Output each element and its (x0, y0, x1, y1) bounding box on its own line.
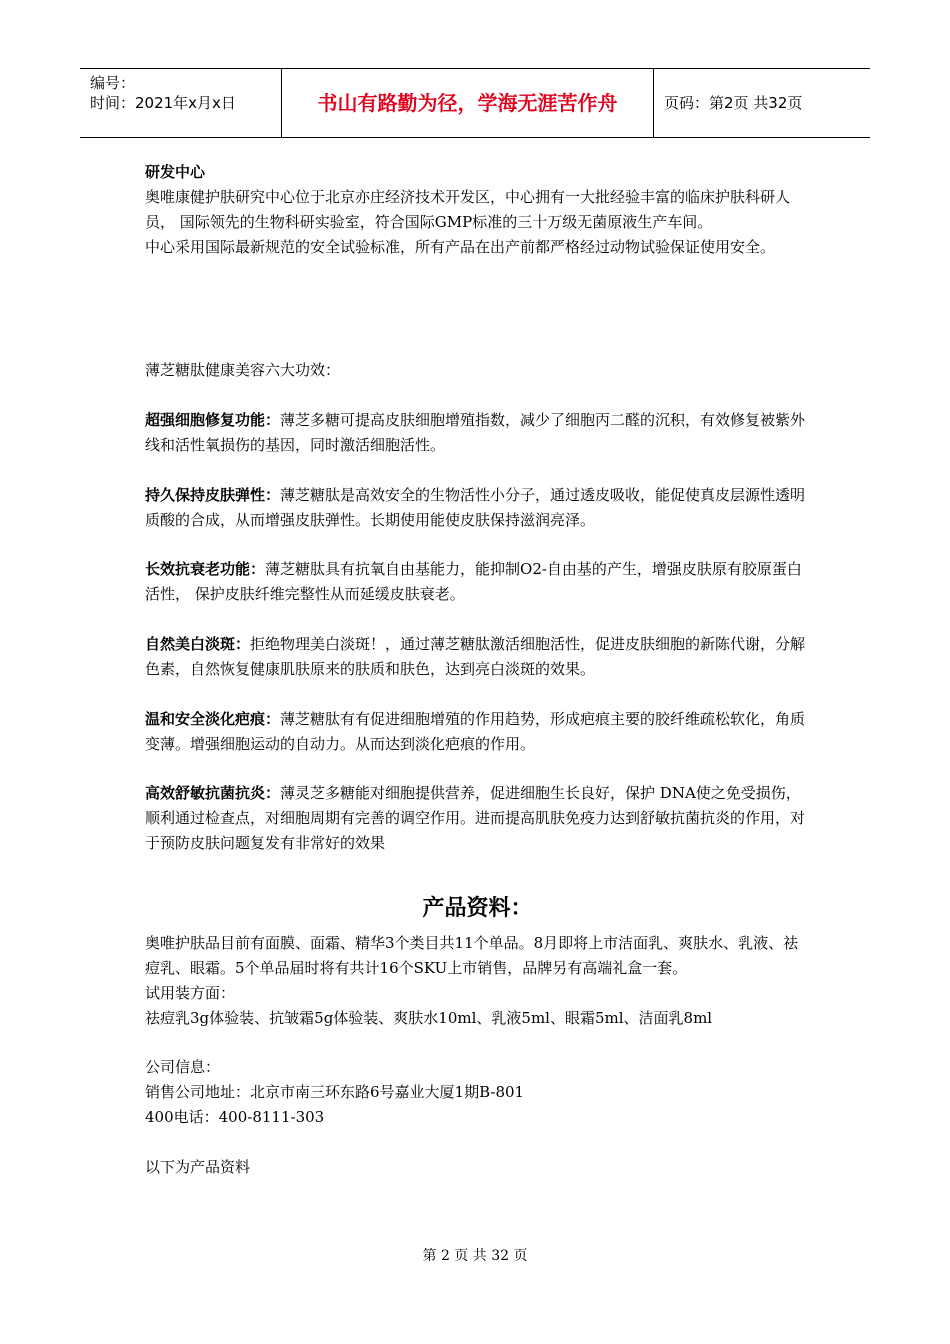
effect-title: 超强细胞修复功能： (145, 411, 281, 429)
header-info-cell (80, 69, 282, 137)
effect-title: 高效舒敏抗菌抗炎： (145, 784, 281, 802)
company-phone: 400电话：400-8111-303 (145, 1108, 325, 1126)
effect-item (145, 632, 810, 682)
time-label: 时间：2021年x月x日 (90, 94, 236, 112)
company-title: 公司信息： (145, 1058, 221, 1076)
effect-item (145, 707, 810, 757)
effect-text: 薄芝糖肽具有抗氧自由基能力，能抑制O2-自由基的产生，增强皮肤原有胶原蛋白活性， 保护皮肤纤维完整性从而延缓皮肤衰老。 (145, 560, 802, 603)
page-footer: 第 2 页 共 32 页 (422, 1248, 528, 1264)
rd-title: 研发中心 (145, 163, 206, 181)
effect-text: 薄芝多糖可提高皮肤细胞增殖指数，减少了细胞丙二醛的沉积，有效修复被紫外线和活性氧损伤的基因，同时激活细胞活性。 (145, 411, 806, 454)
company-section (145, 1055, 810, 1130)
effect-title: 温和安全淡化疤痕： (145, 710, 281, 728)
header-table (80, 68, 870, 138)
header-page-label: 页码：第2页 共32页 (664, 94, 803, 112)
company-address: 销售公司地址：北京市南三环东路6号嘉业大厦1期B-801 (145, 1083, 525, 1101)
serial-label: 编号： (90, 74, 136, 92)
rd-paragraph-2: 中心采用国际最新规范的安全试验标准，所有产品在出产前都严格经过动物试验保证使用安全。 (145, 238, 776, 256)
effect-title: 持久保持皮肤弹性： (145, 486, 281, 504)
product-paragraph-3: 祛痘乳3g体验装、抗皱霜5g体验装、爽肤水10ml、乳液5ml、眼霜5ml、洁面乳8ml (145, 1009, 713, 1027)
effect-item (145, 483, 810, 533)
effect-title: 长效抗衰老功能： (145, 560, 266, 578)
product-heading: 产品资料： (422, 895, 533, 921)
effect-text: 薄芝糖肽是高效安全的生物活性小分子，通过透皮吸收，能促使真皮层源性透明质酸的合成，从而增强皮肤弹性。长期使用能使皮肤保持滋润亮泽。 (145, 486, 806, 529)
product-paragraph-1: 奥唯护肤品目前有面膜、面霜、精华3个类目共11个单品。8月即将上市洁面乳、爽肤水、乳液、祛痘乳、眼霜。5个单品届时将有共计16个SKU上市销售，品牌另有高端礼盒一套。 (145, 934, 799, 977)
effect-title: 自然美白淡斑： (145, 635, 251, 653)
rd-paragraph-1: 奥唯康健护肤研究中心位于北京亦庄经济技术开发区，中心拥有一大批经验丰富的临床护肤科研人员， 国际领先的生物科研实验室，符合国际GMP标准的三十万级无菌原液生产车间。 (145, 188, 791, 231)
closing-text: 以下为产品资料 (145, 1158, 251, 1176)
effect-item (145, 408, 810, 458)
effect-text: 薄芝糖肽有有促进细胞增殖的作用趋势，形成疤痕主要的胶纤维疏松软化，角质变薄。增强细胞运动的自动力。从而达到淡化疤痕的作用。 (145, 710, 806, 753)
product-paragraph-2: 试用装方面： (145, 984, 236, 1002)
effect-item (145, 781, 810, 856)
product-section (145, 931, 810, 1031)
effects-intro: 薄芝糖肽健康美容六大功效： (145, 361, 341, 379)
effect-text: 拒绝物理美白淡斑！，通过薄芝糖肽激活细胞活性，促进皮肤细胞的新陈代谢，分解色素，自然恢复健康肌肤原来的肤质和肤色，达到亮白淡斑的效果。 (145, 635, 806, 678)
rd-section (145, 160, 810, 260)
effect-text: 薄灵芝多糖能对细胞提供营养，促进细胞生长良好，保护 DNA使之免受损伤，顺利通过检查点，对细胞周期有完善的调空作用。进而提高肌肤免疫力达到舒敏抗菌抗炎的作用，对于预防皮肤问题复发有非常好的效果 (145, 784, 806, 852)
header-motto: 书山有路勤为径，学海无涯苦作舟 (282, 69, 654, 137)
effect-item (145, 557, 810, 607)
